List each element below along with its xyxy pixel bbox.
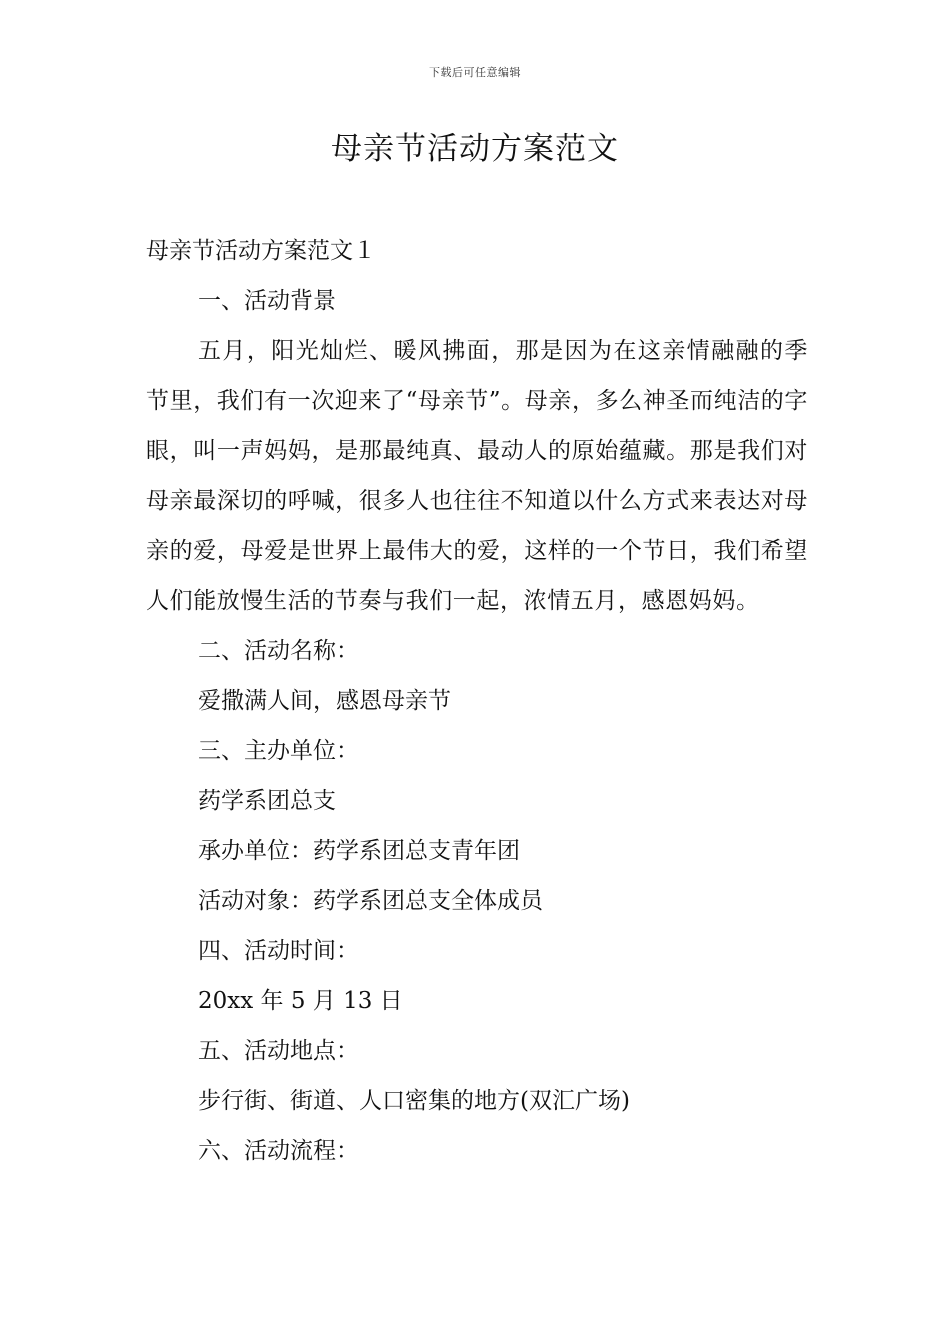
time-value: 20xx 年 5 月 13 日 (198, 988, 403, 1014)
organizer-heading: 三、主办单位： (198, 738, 359, 764)
section-title: 母亲节活动方案范文１ (146, 238, 376, 264)
time-heading: 四、活动时间： (198, 938, 359, 964)
background-heading: 一、活动背景 (198, 288, 336, 314)
process-heading: 六、活动流程： (198, 1138, 359, 1164)
activity-name-heading: 二、活动名称： (198, 638, 359, 664)
target-line: 活动对象：药学系团总支全体成员 (198, 888, 543, 914)
co-organizer-line: 承办单位：药学系团总支青年团 (198, 838, 520, 864)
background-paragraph: 五月，阳光灿烂、暖风拂面，那是因为在这亲情融融的季节里，我们有一次迎来了“母亲节”。母亲，多么神圣而纯洁的字眼，叫一声妈妈，是那最纯真、最动人的原始蕴藏。那是我们对母亲最深切的呼喊，很多人也往往不知道以什么方式来表达对母亲的爱，母爱是世界上最伟大的爱，这样的一个节日，我们希望人们能放慢生活的节奏与我们一起，浓情五月，感恩妈妈。 (146, 338, 808, 614)
place-value: 步行街、街道、人口密集的地方(双汇广场) (198, 1088, 630, 1114)
place-heading: 五、活动地点： (198, 1038, 359, 1064)
document-title: 母亲节活动方案范文 (331, 131, 619, 167)
document-body (146, 226, 808, 1176)
activity-name-value: 爱撒满人间，感恩母亲节 (198, 688, 451, 714)
organizer-value: 药学系团总支 (198, 788, 336, 814)
header-note: 下载后可任意编辑 (429, 66, 521, 79)
